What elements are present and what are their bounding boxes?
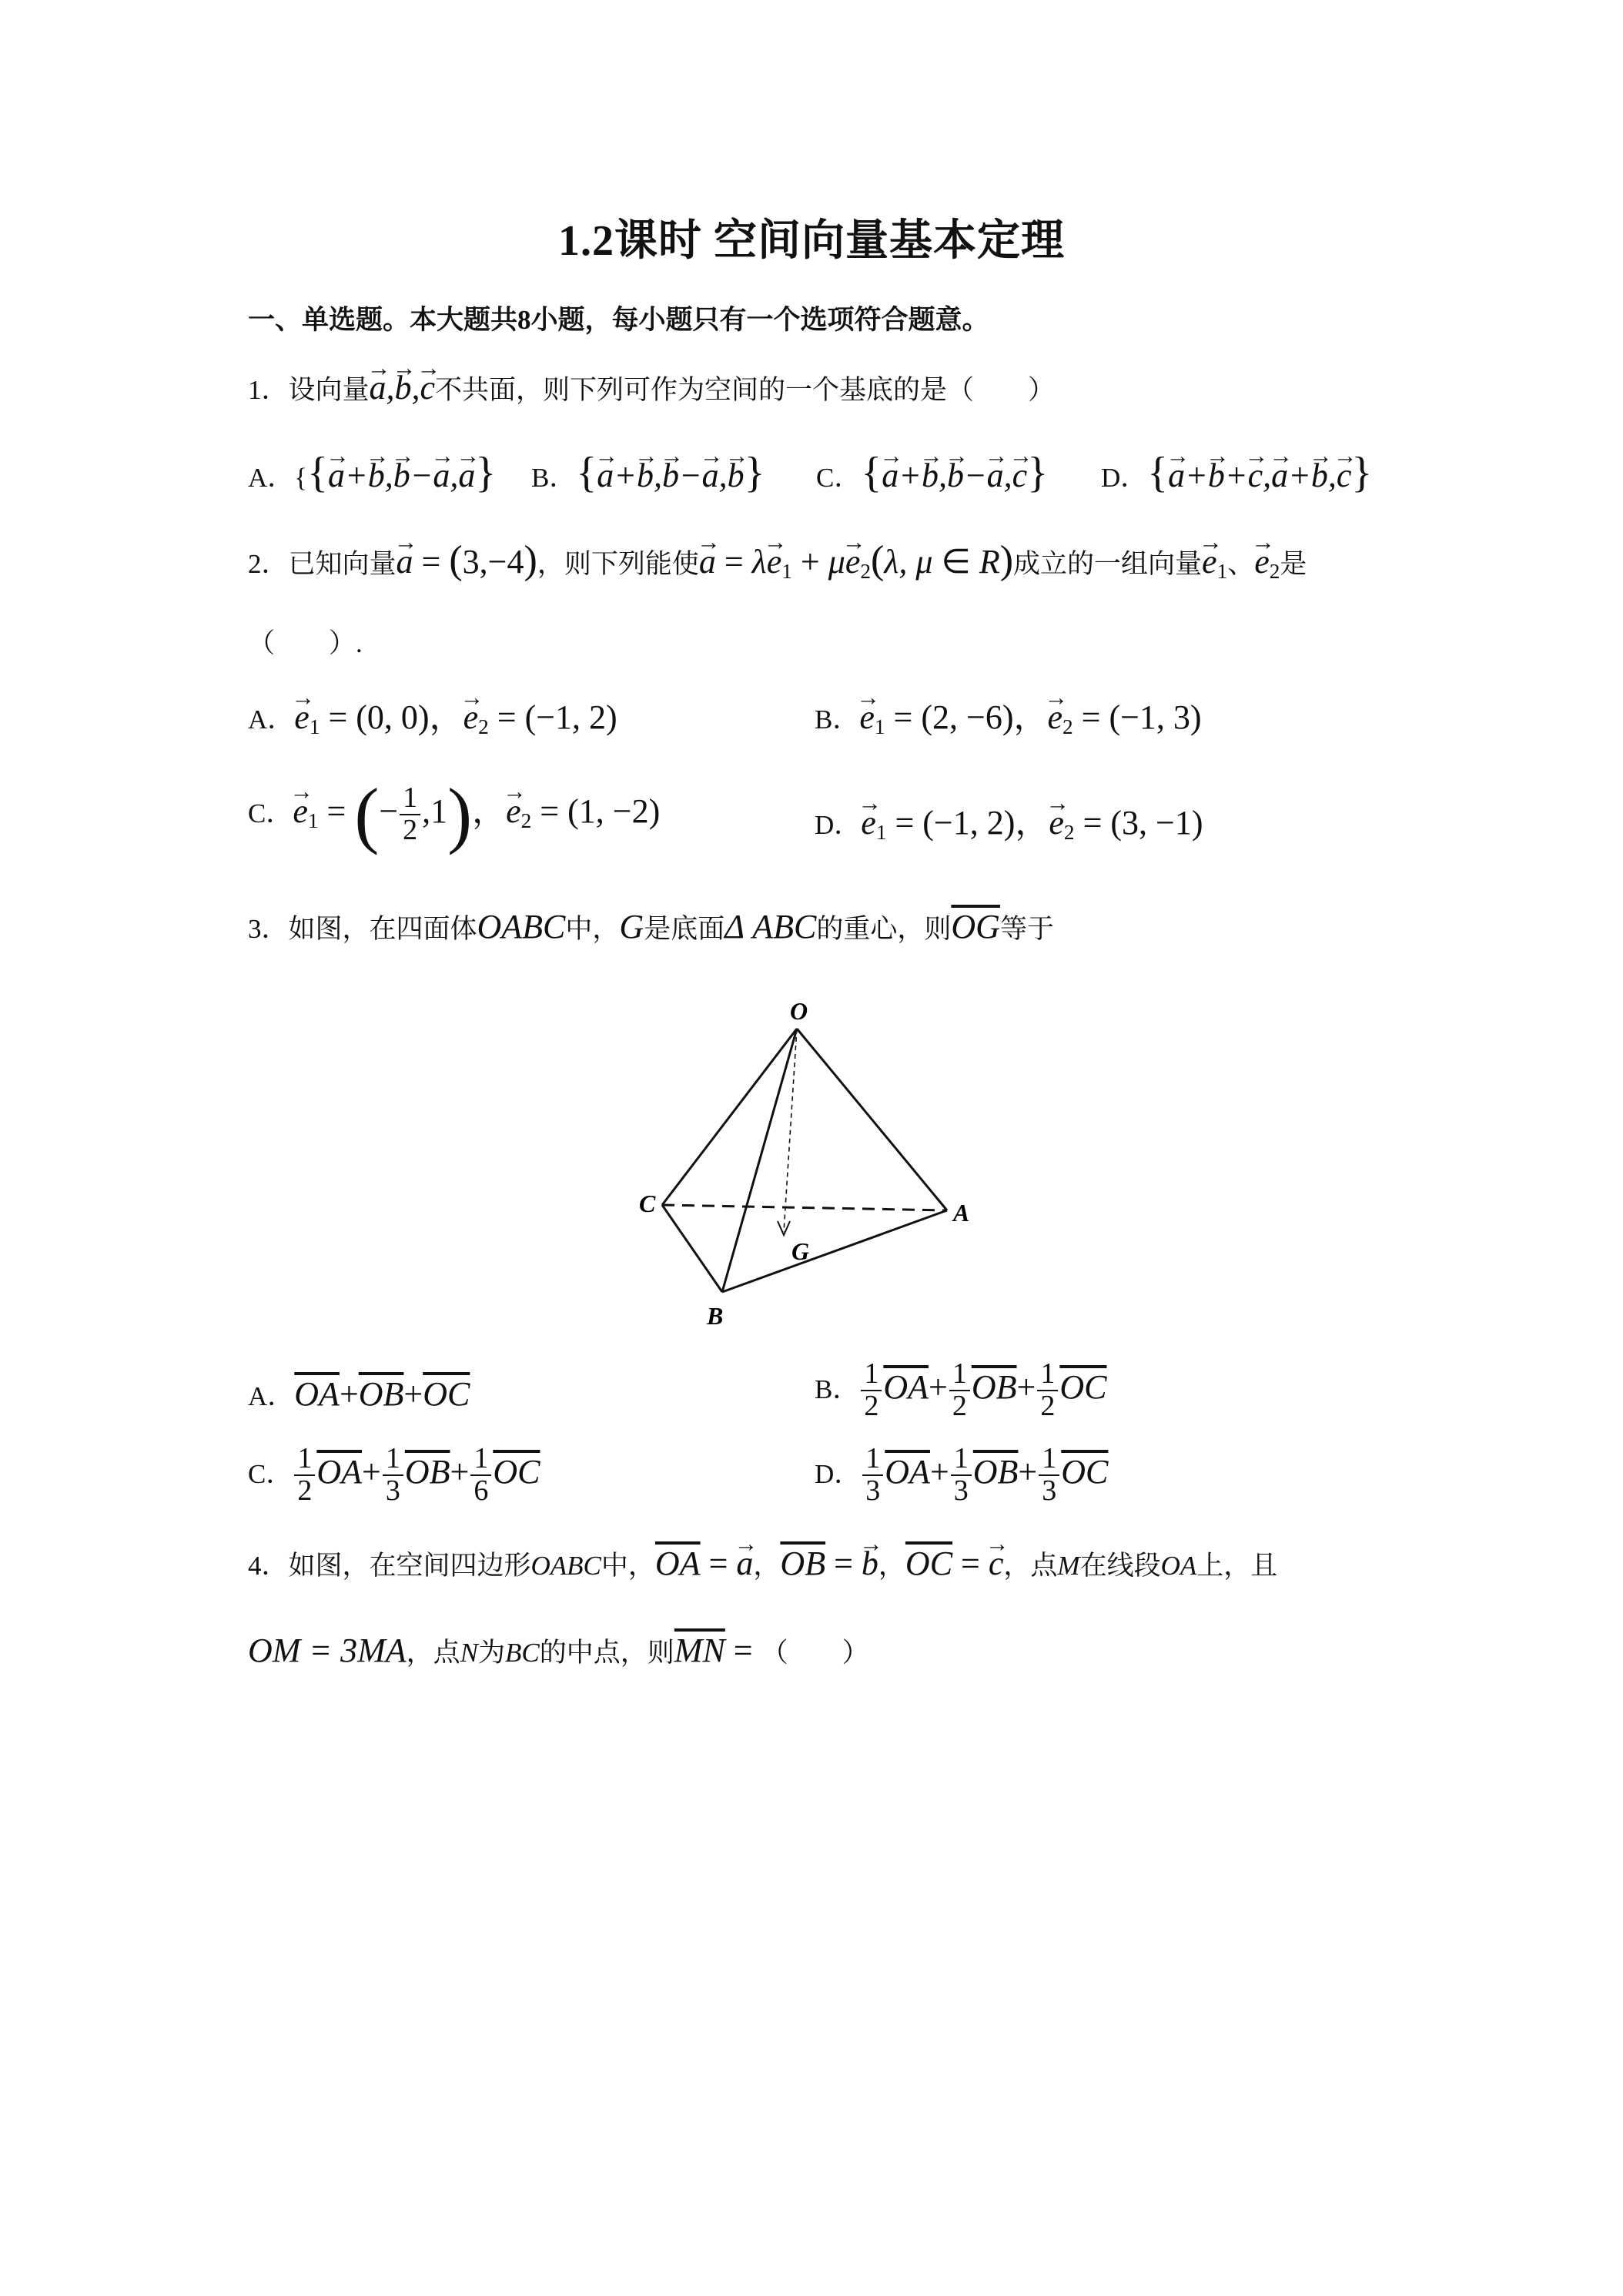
question-1-stem: 1．设向量→ a,→ b,→ c不共面，则下列可作为空间的一个基底的是（ ） xyxy=(248,368,1055,407)
edge-ob xyxy=(722,1029,797,1292)
question-3-option-c: C． $\frac{1}{2}$ $\overline{OA}+$ $\frac{1}{3}$ $\overline{OB}+$ $\frac{1}{6}$ $\overline{OC}$ xyxy=(248,1442,540,1507)
label-o: O xyxy=(790,997,808,1025)
question-4-stem-continued: OM = 3MA，点N为BC的中点，则$\overline{MN}$ = （ ） xyxy=(248,1632,869,1669)
question-2-option-b: B．→ $e_1 = (2$, −6)，→ $e_2 = (-1$, 3) xyxy=(815,689,1202,739)
label-a: A xyxy=(953,1199,970,1227)
label-g: G xyxy=(791,1237,810,1265)
vector-og xyxy=(784,1029,797,1232)
question-1-option-d: D．{→ a+→ b+→ c,→ a+→ b,→ c} xyxy=(1101,448,1372,497)
question-3-option-d: D． $\frac{1}{3}$ $\overline{OA}+$ $\frac{1}{3}$ $\overline{OB}+$ $\frac{1}{3}$ $\overline{OC}$ xyxy=(815,1442,1109,1507)
question-2-option-d: D．→ $e_1 = (-1$, 2)，→ $e_2 = (3$, −1) xyxy=(815,795,1203,845)
question-1-option-a: A．{{→ a+→ b,→ b−→ a,→ a} xyxy=(248,448,496,497)
edge-oc xyxy=(662,1029,797,1205)
question-1-option-b: B．{→ a+→ b,→ b−→ a,→ b} xyxy=(531,448,765,497)
question-3-option-b: B． $\frac{1}{2}$ $\overline{OA}+$ $\frac{1}{2}$ $\overline{OB}+$ $\frac{1}{2}$ $\overline{OC}$ xyxy=(815,1357,1107,1422)
tetrahedron-figure xyxy=(639,986,1001,1347)
question-2-option-c: C．→ $e_1$ = (− $\frac{1}{2}$ ,1)，→ $e_2 = (1$, −2) xyxy=(248,778,660,852)
question-2-blank: （ ）. xyxy=(248,628,363,658)
question-4-stem: 4．如图，在空间四边形OABC中，$\overline{OA}$ = → a，$\overline{OB}$ = → b，$\overline{OC}$ = → c，点M在线段OA上，且 xyxy=(248,1544,1277,1583)
edge-ca-dashed xyxy=(662,1205,947,1210)
edge-cb xyxy=(662,1205,722,1292)
question-3-option-a: A．$\overline{OA}+\overline{OB}+\overline{OC}$ xyxy=(248,1375,470,1413)
question-3-stem: 3．如图，在四面体OABC中，G是底面Δ ABC的重心，则$\overline{OG}$等于 xyxy=(248,908,1054,946)
question-2-stem: 2．已知向量→ a = (3,−4)，则下列能使→ $a = \lambda\to e_1 + \mu\to e_2(\lambda$, μ ∈ R)成立的一组向量→ $e_1$、→ $e_2$是 xyxy=(248,537,1307,584)
label-c: C xyxy=(639,1190,656,1217)
edge-ba xyxy=(722,1210,947,1292)
question-2-option-a: A．→ $e_1 = (0$, 0)，→ $e_2 = (-1$, 2) xyxy=(248,689,617,739)
label-b: B xyxy=(707,1302,724,1330)
question-1-option-c: C．{→ a+→ b,→ b−→ a,→ c} xyxy=(816,448,1048,497)
page-title: 1.2课时 空间向量基本定理 xyxy=(558,217,1065,265)
section-heading: 一、单选题。本大题共8小题，每小题只有一个选项符合题意。 xyxy=(248,305,989,335)
edge-oa xyxy=(797,1029,947,1210)
